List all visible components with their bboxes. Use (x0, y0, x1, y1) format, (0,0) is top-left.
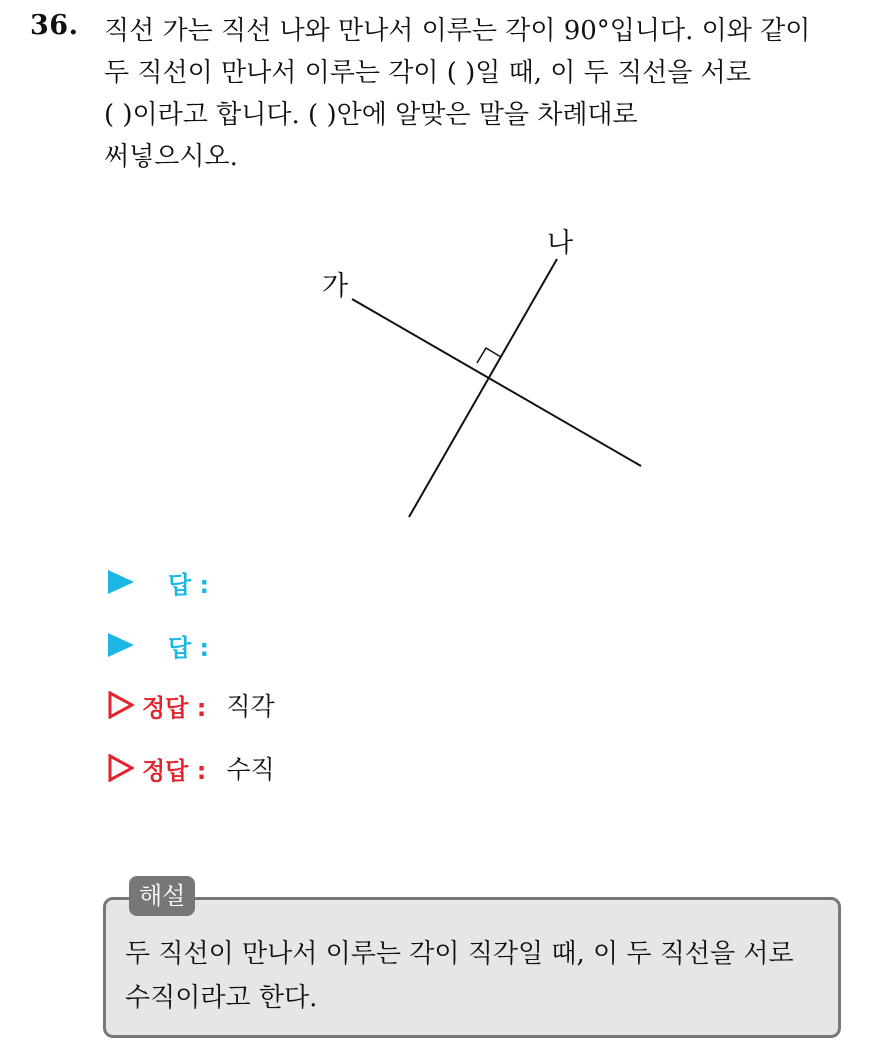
correct-answer-label: 정답 : (142, 756, 207, 785)
correct-answer-row (108, 748, 275, 788)
question-line: 직선 가는 직선 나와 만나서 이루는 각이 90°입니다. 이와 같이 (104, 16, 811, 46)
answer-row (108, 562, 209, 602)
correct-answer-value: 직각 (226, 692, 275, 721)
correct-answer-value: 수직 (226, 755, 275, 784)
question-line: 두 직선이 만나서 이루는 각이 ( )일 때, 이 두 직선을 서로 (104, 58, 751, 88)
outline-triangle-icon (108, 754, 134, 782)
right-angle-mark (477, 348, 501, 372)
label-ga: 가 (322, 271, 349, 302)
question-number: 36. (30, 10, 79, 41)
play-triangle-icon (108, 633, 134, 657)
play-triangle-icon (108, 570, 134, 594)
correct-answer-row (108, 685, 275, 725)
explanation-line: 수직이라고 한다. (125, 983, 318, 1013)
question-line: 써넣으시오. (104, 142, 238, 172)
outline-triangle-icon (108, 691, 134, 719)
question-text (104, 10, 860, 178)
line-ga (352, 299, 641, 466)
answer-label: 답 : (168, 570, 210, 599)
answer-label: 답 : (168, 633, 210, 662)
question-line: ( )이라고 합니다. ( )안에 알맞은 말을 차례대로 (104, 100, 638, 130)
explanation-text (125, 932, 825, 1020)
correct-answer-label: 정답 : (142, 693, 207, 722)
explanation-line: 두 직선이 만나서 이루는 각이 직각일 때, 이 두 직선을 서로 (125, 939, 794, 969)
explanation-tag: 해설 (129, 876, 195, 916)
answer-row (108, 625, 209, 665)
perpendicular-lines-figure (300, 220, 660, 530)
line-na (409, 259, 557, 517)
label-na: 나 (547, 228, 574, 259)
